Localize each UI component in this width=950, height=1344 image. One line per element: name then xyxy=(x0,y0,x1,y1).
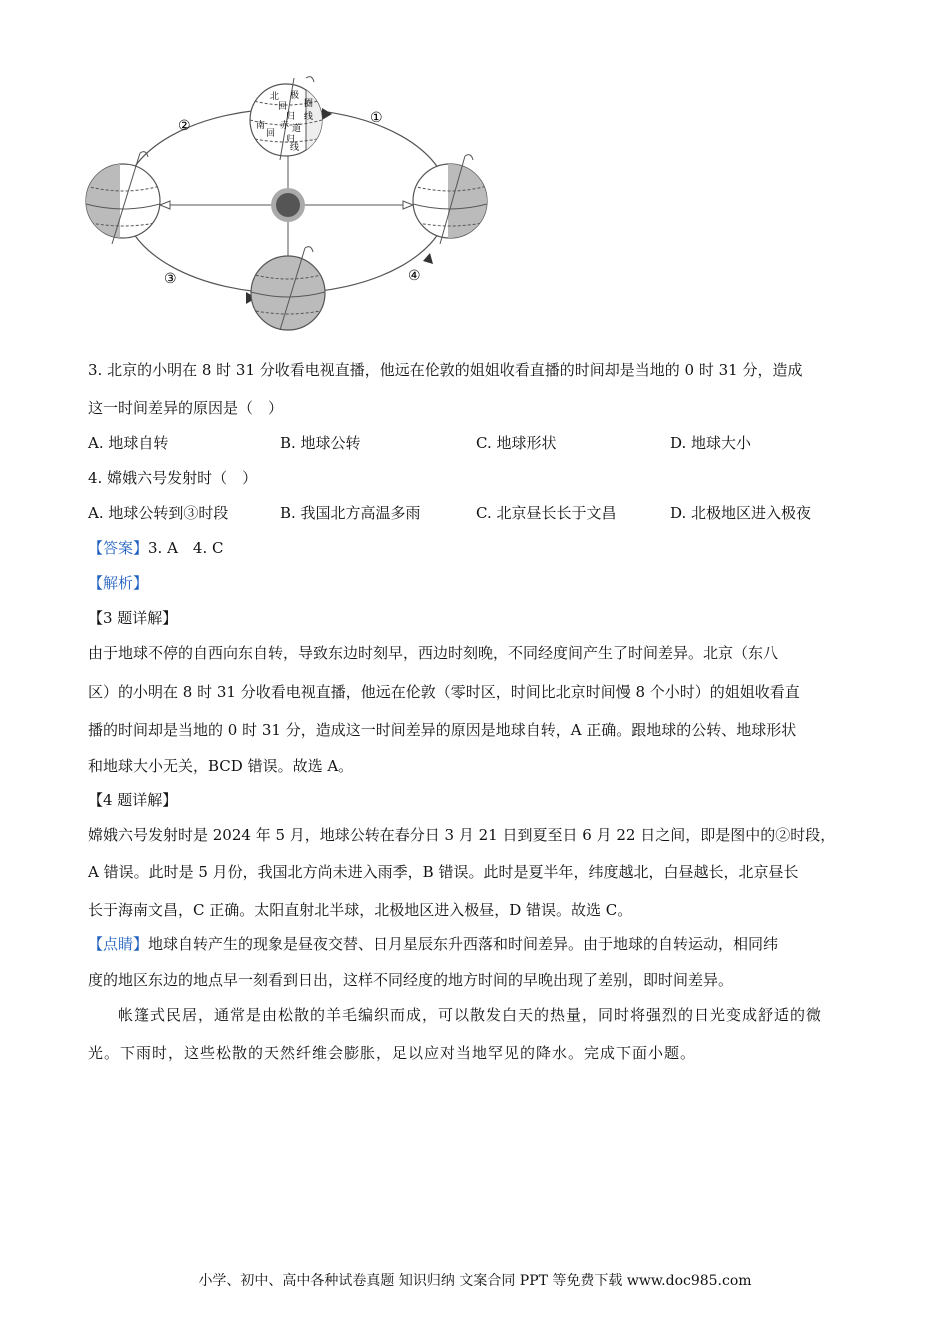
globe-label: 赤 xyxy=(280,121,290,131)
note-label: 【点睛】 xyxy=(88,935,149,953)
globe-label: 南 xyxy=(256,121,266,131)
q4-option-b: B. 我国北方高温多雨 xyxy=(280,504,421,522)
footer: 小学、初中、高中各种试卷真题 知识归纳 文案合同 PPT 等免费下载 www.doc985.com xyxy=(198,1273,752,1289)
passage-line1: 帐篷式民居，通常是由松散的羊毛编织而成，可以散发白天的热量，同时将强烈的日光变成舒适的微 xyxy=(118,1006,823,1024)
answer-value: 3. A 4. C xyxy=(148,539,224,557)
q3-option-c: C. 地球形状 xyxy=(476,434,557,452)
note-text1: 地球自转产生的现象是昼夜交替、日月星辰东升西落和时间差异。由于地球的自转运动，相同纬 xyxy=(148,935,779,953)
globe-label: 归 xyxy=(286,135,296,145)
globe-label: 圈 xyxy=(304,99,314,109)
detail4-line1: 嫦娥六号发射时是 2024 年 5 月，地球公转在春分日 3 月 21 日到夏至日 6 月 22 日之间，即是图中的②时段， xyxy=(88,826,836,844)
detail3-label: 【3 题详解】 xyxy=(88,609,178,627)
arc-label-2: ② xyxy=(178,118,191,134)
earth-orbit-diagram xyxy=(80,68,500,333)
globe-label: 线 xyxy=(290,143,300,153)
ray-arrow xyxy=(160,201,170,209)
globe-label: 回 xyxy=(266,129,276,139)
detail3-line3: 播的时间却是当地的 0 时 31 分，造成这一时间差异的原因是地球自转，A 正确。跟地球的公转、地球形状 xyxy=(88,721,797,739)
globe-label: 线 xyxy=(304,112,314,122)
globe-right xyxy=(413,155,493,248)
arc-label-1: ① xyxy=(370,110,383,126)
q4-stem: 4. 嫦娥六号发射时（ ） xyxy=(88,469,258,487)
globe-bottom xyxy=(251,247,325,330)
orbit-arrow xyxy=(423,253,433,264)
q3-stem-line1: 3. 北京的小明在 8 时 31 分收看电视直播，他远在伦敦的姐姐收看直播的时间却是当地的 0 时 31 分，造成 xyxy=(88,361,803,379)
sun-icon xyxy=(271,188,305,222)
passage-line2: 光。下雨时，这些松散的天然纤维会膨胀，足以应对当地罕见的降水。完成下面小题。 xyxy=(88,1044,697,1062)
detail3-line4: 和地球大小无关，BCD 错误。故选 A。 xyxy=(88,757,354,775)
q3-option-d: D. 地球大小 xyxy=(670,434,752,452)
q4-option-d: D. 北极地区进入极夜 xyxy=(670,504,812,522)
detail4-line3: 长于海南文昌，C 正确。太阳直射北半球，北极地区进入极昼，D 错误。故选 C。 xyxy=(88,901,633,919)
globe-label: 道 xyxy=(292,124,302,134)
answer-label: 【答案】 xyxy=(88,539,149,557)
q4-option-c: C. 北京昼长长于文昌 xyxy=(476,504,617,522)
globe-label: 极 xyxy=(290,91,300,101)
globe-label: 北 xyxy=(270,92,280,102)
q3-option-b: B. 地球公转 xyxy=(280,434,361,452)
detail4-label: 【4 题详解】 xyxy=(88,791,178,809)
analysis-label: 【解析】 xyxy=(88,574,149,592)
answer-line xyxy=(88,538,224,558)
note-line2: 度的地区东边的地点早一刻看到日出，这样不同经度的地方时间的早晚出现了差别，即时间差异。 xyxy=(88,971,734,989)
detail4-line2: A 错误。此时是 5 月份，我国北方尚未进入雨季，B 错误。此时是夏半年，纬度越北，白昼越长，北京昼长 xyxy=(88,863,799,881)
globe-label: 归 xyxy=(286,112,296,122)
note-line1 xyxy=(88,934,778,954)
arc-label-4: ④ xyxy=(408,268,421,284)
detail3-line2: 区）的小明在 8 时 31 分收看电视直播，他远在伦敦（零时区，时间比北京时间慢 8 个小时）的姐姐收看直 xyxy=(88,683,800,701)
q3-option-a: A. 地球自转 xyxy=(88,434,169,452)
globe-label: 回 xyxy=(278,102,288,112)
ray-arrow xyxy=(403,201,413,209)
globe-left xyxy=(80,152,160,248)
q3-stem-line2: 这一时间差异的原因是（ ） xyxy=(88,399,284,417)
orbit-arrow xyxy=(322,108,332,120)
globe-top xyxy=(250,77,336,168)
q4-option-a: A. 地球公转到③时段 xyxy=(88,504,229,522)
detail3-line1: 由于地球不停的自西向东自转，导致东边时刻早，西边时刻晚，不同经度间产生了时间差异。北京（东八 xyxy=(88,644,779,662)
arc-label-3: ③ xyxy=(164,271,177,287)
